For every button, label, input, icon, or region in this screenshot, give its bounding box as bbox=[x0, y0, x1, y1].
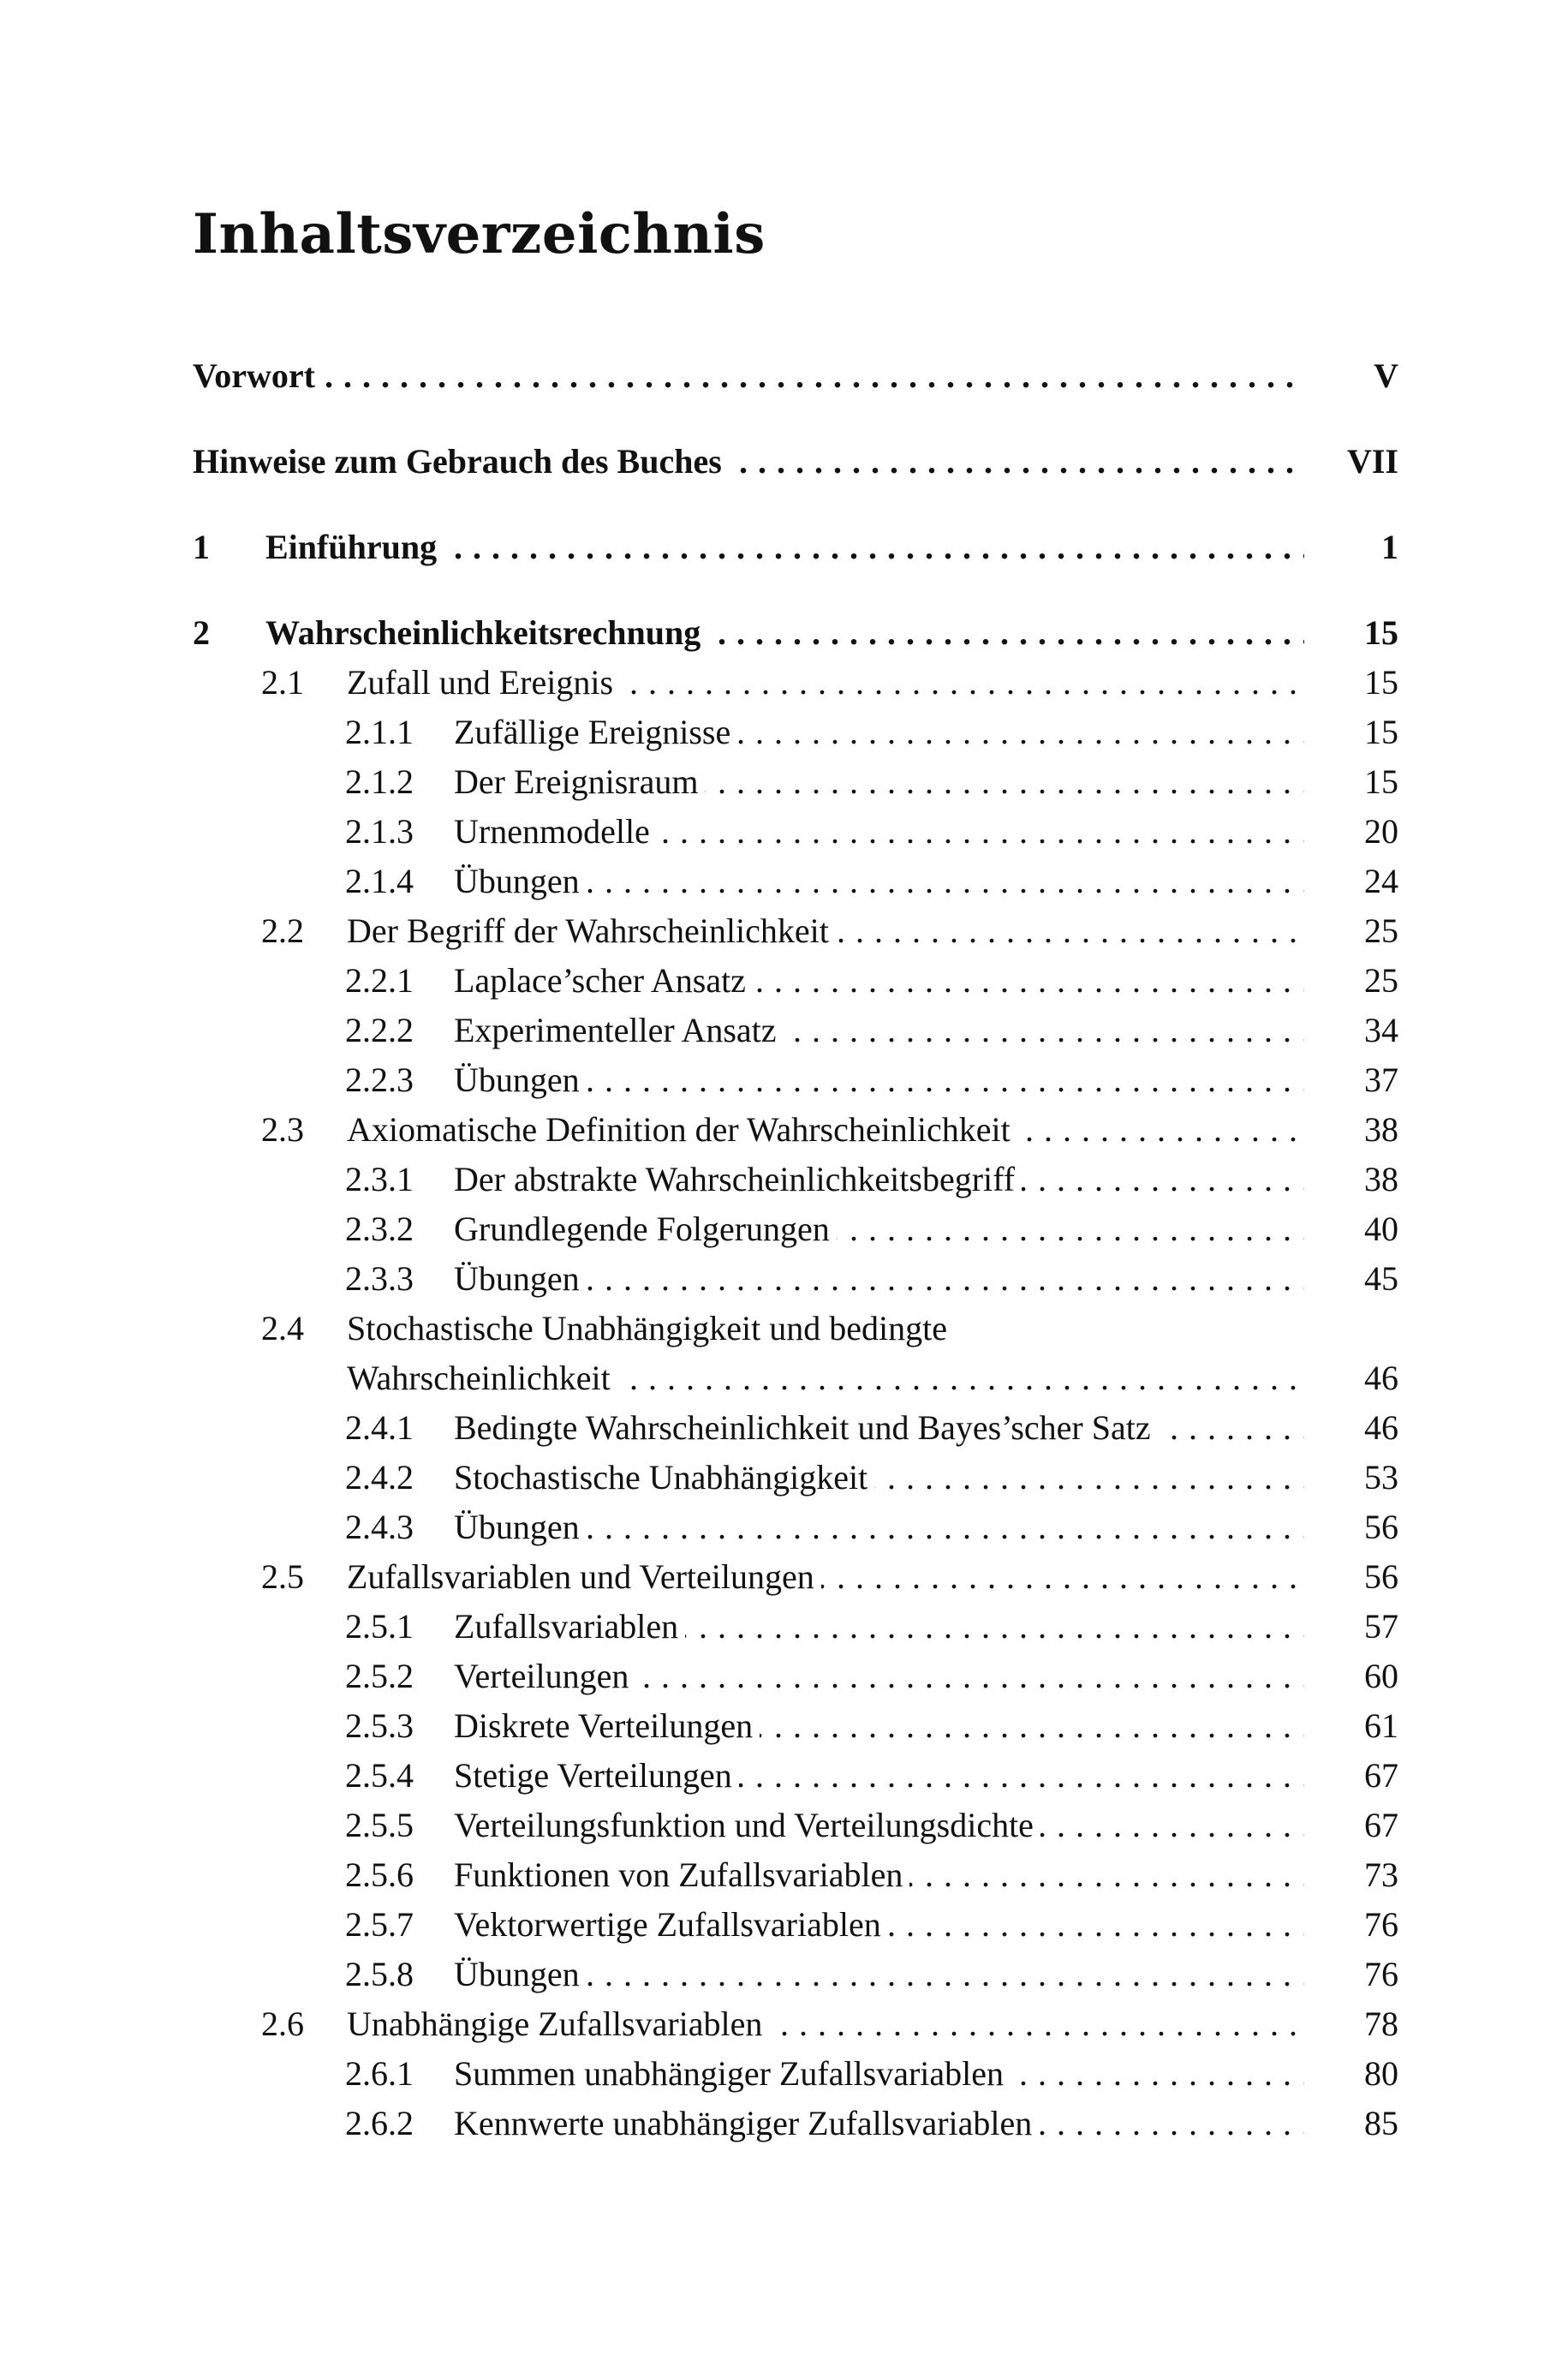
toc-entry-2-3-1[interactable] bbox=[193, 1155, 1398, 1204]
toc-entry-2-1-4[interactable] bbox=[193, 857, 1398, 906]
toc-page: 15 bbox=[1364, 713, 1398, 751]
toc-page: 25 bbox=[1364, 961, 1398, 1000]
toc-title: Verteilungen bbox=[454, 1657, 635, 1695]
toc-page: 25 bbox=[1364, 911, 1398, 950]
toc-number: 2.4.3 bbox=[345, 1508, 414, 1546]
toc-page: 40 bbox=[1364, 1210, 1398, 1248]
toc-title: Übungen bbox=[454, 1508, 587, 1546]
toc-number: 2.6.2 bbox=[345, 2104, 414, 2142]
toc-page: 76 bbox=[1364, 1905, 1398, 1944]
toc-number: 2.6.1 bbox=[345, 2054, 414, 2093]
toc-title: Funktionen von Zufallsvariablen bbox=[454, 1855, 909, 1894]
toc-number: 2.5.5 bbox=[345, 1806, 414, 1844]
toc-entry-vorwort[interactable] bbox=[193, 351, 1398, 401]
toc-title-line1: Stochastische Unabhängigkeit und bedingte bbox=[347, 1309, 947, 1347]
toc-page: 46 bbox=[1364, 1408, 1398, 1447]
toc-title: Einführung bbox=[265, 528, 444, 566]
toc-entry-chapter-1[interactable] bbox=[193, 523, 1398, 572]
toc-page: 1 bbox=[1381, 528, 1398, 566]
toc-page: 61 bbox=[1364, 1706, 1398, 1745]
toc-entry-2-3-2[interactable] bbox=[193, 1204, 1398, 1254]
toc-title: Bedingte Wahrscheinlichkeit und Bayes’scher Satz bbox=[454, 1408, 1158, 1447]
toc-number: 2.5 bbox=[261, 1557, 304, 1596]
page-title: Inhaltsverzeichnis bbox=[193, 202, 766, 266]
toc-entry-2-4-2[interactable] bbox=[193, 1453, 1398, 1503]
toc-page: 38 bbox=[1364, 1110, 1398, 1149]
toc-page: 15 bbox=[1364, 663, 1398, 702]
toc-entry-2-4-line1[interactable] bbox=[193, 1304, 1398, 1353]
toc-number: 2.5.4 bbox=[345, 1756, 414, 1795]
toc-title: Kennwerte unabhängiger Zufallsvariablen bbox=[454, 2104, 1039, 2142]
toc-number: 1 bbox=[193, 528, 210, 566]
toc-page: 24 bbox=[1364, 862, 1398, 900]
toc-title: Zufallsvariablen und Verteilungen bbox=[347, 1557, 821, 1596]
toc-page: 34 bbox=[1364, 1011, 1398, 1049]
toc-entry-2-6-2[interactable] bbox=[193, 2099, 1398, 2148]
toc-number: 2.5.2 bbox=[345, 1657, 414, 1695]
toc-page: 78 bbox=[1364, 2005, 1398, 2043]
toc-entry-2-4-1[interactable] bbox=[193, 1403, 1398, 1453]
toc-title: Experimenteller Ansatz bbox=[454, 1011, 784, 1049]
toc-number: 2.5.1 bbox=[345, 1607, 414, 1646]
toc-number: 2.1.2 bbox=[345, 762, 414, 801]
toc-entry-2-2-2[interactable] bbox=[193, 1006, 1398, 1055]
toc-number: 2.1.1 bbox=[345, 713, 414, 751]
toc-page: VII bbox=[1346, 442, 1398, 481]
toc-title: Der Ereignisraum bbox=[454, 762, 705, 801]
toc-title: Übungen bbox=[454, 1259, 587, 1298]
toc-entry-hinweise[interactable] bbox=[193, 437, 1398, 487]
toc-number: 2.3.1 bbox=[345, 1160, 414, 1198]
toc-page: 85 bbox=[1364, 2104, 1398, 2142]
toc-number: 2.5.8 bbox=[345, 1955, 414, 1993]
toc-title: Axiomatische Definition der Wahrscheinlichkeit bbox=[347, 1110, 1017, 1149]
toc-title: Zufall und Ereignis bbox=[347, 663, 620, 702]
toc-entry-2-5[interactable] bbox=[193, 1552, 1398, 1602]
toc-title: Diskrete Verteilungen bbox=[454, 1706, 760, 1745]
toc-page: 45 bbox=[1364, 1259, 1398, 1298]
toc-entry-2-5-7[interactable] bbox=[193, 1900, 1398, 1950]
toc-number: 2.3.2 bbox=[345, 1210, 414, 1248]
toc-title: Hinweise zum Gebrauch des Buches bbox=[193, 442, 729, 481]
toc-number: 2.2.1 bbox=[345, 961, 414, 1000]
toc-title: Zufallsvariablen bbox=[454, 1607, 685, 1646]
toc-title: Übungen bbox=[454, 1955, 587, 1993]
toc-title: Zufällige Ereignisse bbox=[454, 713, 737, 751]
toc-title: Summen unabhängiger Zufallsvariablen bbox=[454, 2054, 1011, 2093]
toc-number: 2.6 bbox=[261, 2005, 304, 2043]
toc-number: 2.1.4 bbox=[345, 862, 414, 900]
toc-entry-2-2-3[interactable] bbox=[193, 1055, 1398, 1105]
toc-number: 2.1.3 bbox=[345, 812, 414, 851]
toc-entry-2-5-8[interactable] bbox=[193, 1950, 1398, 1999]
toc-entry-2-5-6[interactable] bbox=[193, 1850, 1398, 1900]
toc-page: 56 bbox=[1364, 1508, 1398, 1546]
toc-number: 2.2.2 bbox=[345, 1011, 414, 1049]
toc-entry-chapter-2[interactable] bbox=[193, 608, 1398, 658]
toc-page: 60 bbox=[1364, 1657, 1398, 1695]
toc-entry-2-1[interactable] bbox=[193, 658, 1398, 708]
toc-entry-2-4-3[interactable] bbox=[193, 1503, 1398, 1552]
toc-title: Unabhängige Zufallsvariablen bbox=[347, 2005, 769, 2043]
toc-entry-2-4[interactable] bbox=[193, 1353, 1398, 1403]
toc-entry-2-5-2[interactable] bbox=[193, 1652, 1398, 1701]
toc-page: 15 bbox=[1364, 762, 1398, 801]
toc-title: Wahrscheinlichkeitsrechnung bbox=[265, 613, 707, 652]
toc-title: Stetige Verteilungen bbox=[454, 1756, 739, 1795]
toc-number: 2.2.3 bbox=[345, 1061, 414, 1099]
toc-title: Wahrscheinlichkeit bbox=[347, 1359, 617, 1397]
toc-title: Der abstrakte Wahrscheinlichkeitsbegriff bbox=[454, 1160, 1022, 1198]
toc-entry-2-6-1[interactable] bbox=[193, 2049, 1398, 2099]
toc-entry-2-3[interactable] bbox=[193, 1105, 1398, 1155]
toc-title: Übungen bbox=[454, 1061, 587, 1099]
toc-page: 38 bbox=[1364, 1160, 1398, 1198]
toc-entry-2-1-2[interactable] bbox=[193, 757, 1398, 807]
toc-number: 2.4.2 bbox=[345, 1458, 414, 1497]
toc-number: 2.5.3 bbox=[345, 1706, 414, 1745]
toc-entry-2-2[interactable] bbox=[193, 906, 1398, 956]
toc-page: 57 bbox=[1364, 1607, 1398, 1646]
toc-number: 2.5.7 bbox=[345, 1905, 414, 1944]
toc-page: 67 bbox=[1364, 1756, 1398, 1795]
toc-entry-2-1-3[interactable] bbox=[193, 807, 1398, 857]
toc-entry-2-5-4[interactable] bbox=[193, 1751, 1398, 1801]
toc-page: 76 bbox=[1364, 1955, 1398, 1993]
toc-title: Verteilungsfunktion und Verteilungsdichte bbox=[454, 1806, 1040, 1844]
toc-page: 37 bbox=[1364, 1061, 1398, 1099]
toc-title: Der Begriff der Wahrscheinlichkeit bbox=[347, 911, 836, 950]
toc-page: 46 bbox=[1364, 1359, 1398, 1397]
toc-number: 2.3 bbox=[261, 1110, 304, 1149]
toc-entry-2-5-5[interactable] bbox=[193, 1801, 1398, 1850]
toc-title: Urnenmodelle bbox=[454, 812, 657, 851]
toc-number: 2.5.6 bbox=[345, 1855, 414, 1894]
toc-title: Übungen bbox=[454, 862, 587, 900]
toc-page: 67 bbox=[1364, 1806, 1398, 1844]
toc-number: 2.4.1 bbox=[345, 1408, 414, 1447]
toc-entry-2-5-1[interactable] bbox=[193, 1602, 1398, 1652]
toc-title: Grundlegende Folgerungen bbox=[454, 1210, 837, 1248]
toc-entry-2-3-3[interactable] bbox=[193, 1254, 1398, 1304]
toc-title: Vektorwertige Zufallsvariablen bbox=[454, 1905, 888, 1944]
toc-number: 2.2 bbox=[261, 911, 304, 950]
toc-number: 2.4 bbox=[261, 1309, 304, 1347]
table-of-contents bbox=[193, 0, 1398, 2378]
toc-page: 56 bbox=[1364, 1557, 1398, 1596]
toc-number: 2.1 bbox=[261, 663, 304, 702]
toc-entry-2-1-1[interactable] bbox=[193, 708, 1398, 757]
toc-page: 80 bbox=[1364, 2054, 1398, 2093]
toc-page: 15 bbox=[1364, 613, 1398, 652]
toc-entry-2-5-3[interactable] bbox=[193, 1701, 1398, 1751]
toc-title: Vorwort bbox=[193, 356, 322, 395]
toc-number: 2.3.3 bbox=[345, 1259, 414, 1298]
toc-number: 2 bbox=[193, 613, 210, 652]
toc-entry-2-2-1[interactable] bbox=[193, 956, 1398, 1006]
toc-page: 53 bbox=[1364, 1458, 1398, 1497]
toc-page: 20 bbox=[1364, 812, 1398, 851]
toc-title: Laplace’scher Ansatz bbox=[454, 961, 753, 1000]
toc-page: V bbox=[1374, 356, 1398, 395]
toc-page: 73 bbox=[1364, 1855, 1398, 1894]
toc-title: Stochastische Unabhängigkeit bbox=[454, 1458, 874, 1497]
toc-entry-2-6[interactable] bbox=[193, 1999, 1398, 2049]
